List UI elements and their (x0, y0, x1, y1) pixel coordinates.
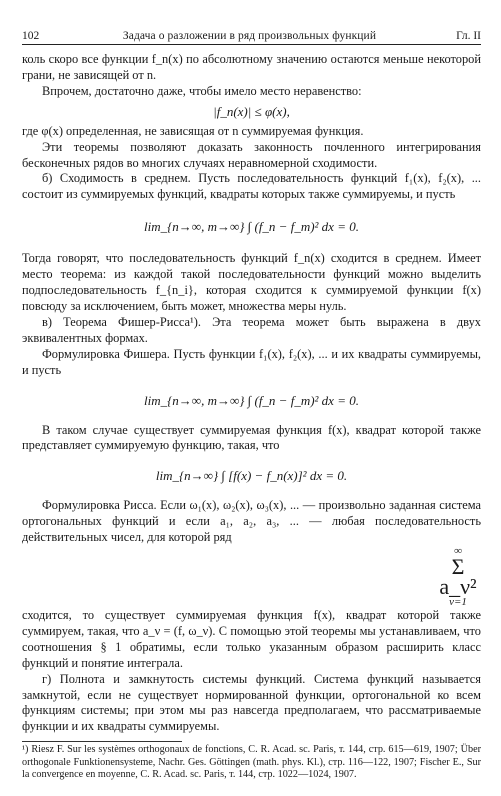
paragraph-fischer-riesz: в) Теорема Фишер-Рисса¹). Эта теорема может быть выражена в двух эквивалентных формах. (22, 314, 481, 345)
chapter-label: Гл. II (456, 30, 481, 42)
footnote: ¹) Riesz F. Sur les systèmes orthogonaux de fonctions, C. R. Acad. sc. Paris, т. 144, стр. 615—619, 1907; Über orthogonale Funktionensysteme, Nachr. Ges. Göttingen (math. phys. Kl.), стр. 116—122, 1907; Fischer E., Sur la convergence en moyenne, C. R. Acad. sc. Paris, т. 144, стр. 1022—1024, 1907. (22, 744, 481, 781)
paragraph: В таком случае существует суммируемая функция f(x), квадрат которой также представляет суммируемую функцию, такая, что (22, 422, 481, 453)
paragraph-completeness: г) Полнота и замкнутость системы функций. Система функций называется замкнутой, если не существует нормированной функции, ортогональной ко всем функциям системы; при этом мы раз навсегда предполагаем, что рассматриваемые функции и их квадраты суммируемы. (22, 671, 481, 734)
header-rule (22, 44, 481, 45)
running-header (22, 24, 481, 42)
paragraph-mean-convergence: б) Сходимость в среднем. Пусть последовательность функций f₁(x), f₂(x), ... состоит из суммируемых функций, квадраты которых также суммируемы, и пусть (22, 171, 481, 202)
paragraph-riesz-form: Формулировка Рисса. Если ω₁(x), ω₂(x), ω₃(x), ... — произвольно заданная система ортогональных функций и если a₁, a₂, a₃, ... — любая последовательность действительных чисел, для которой ряд (22, 498, 481, 545)
footnote-rule (22, 741, 182, 742)
formula-cauchy-mean: lim_{n→∞, m→∞} ∫ (f_n − f_m)² dx = 0. (144, 219, 359, 235)
paragraph: где φ(x) определенная, не зависящая от n суммируемая функция. (22, 123, 364, 138)
paragraph: сходится, то существует суммируемая функция f(x), квадрат которой также суммируем, такая, что a_ν = (f, ω_ν). С помощью этой теоремы мы устанавливаем, что соотношения § 1 обратимы, если только указанным образом расширить класс функций и понятие интеграла. (22, 608, 481, 670)
formula-limit: lim_{n→∞} ∫ [f(x) − f_n(x)]² dx = 0. (155, 468, 348, 484)
paragraph: Эти теоремы позволяют доказать законность почленного интегрирования бесконечных рядов во многих случаях неравномерной сходимости. (22, 139, 481, 170)
paragraph-fischer-form: Формулировка Фишера. Пусть функции f₁(x), f₂(x), ... и их квадраты суммируемы, и пусть (22, 346, 481, 377)
page-body (22, 52, 481, 782)
formula-series-row (22, 546, 481, 608)
page-number: 102 (22, 30, 40, 42)
paragraph: Тогда говорят, что последовательность функций f_n(x) сходится в среднем. Имеет место теорема: из каждой такой последовательности функций можно выделить подпоследовательность f_{n_i}, которая сходится к суммируемой функции f(x) повсюду за исключением, быть может, множества меры нуль. (22, 251, 481, 313)
formula-inequality: |f_n(x)| ≤ φ(x), (213, 103, 290, 119)
paragraph: коль скоро все функции f_n(x) по абсолютному значению остаются меньше некоторой грани, не зависящей от n. (22, 52, 481, 82)
paragraph: Впрочем, достаточно даже, чтобы имело место неравенство: (42, 83, 362, 98)
formula-series: ∞ Σ a_ν² ν=1 (439, 545, 477, 609)
formula-fischer: lim_{n→∞, m→∞} ∫ (f_n − f_m)² dx = 0. (144, 392, 359, 408)
running-title: Задача о разложении в ряд произвольных функций (122, 30, 377, 42)
